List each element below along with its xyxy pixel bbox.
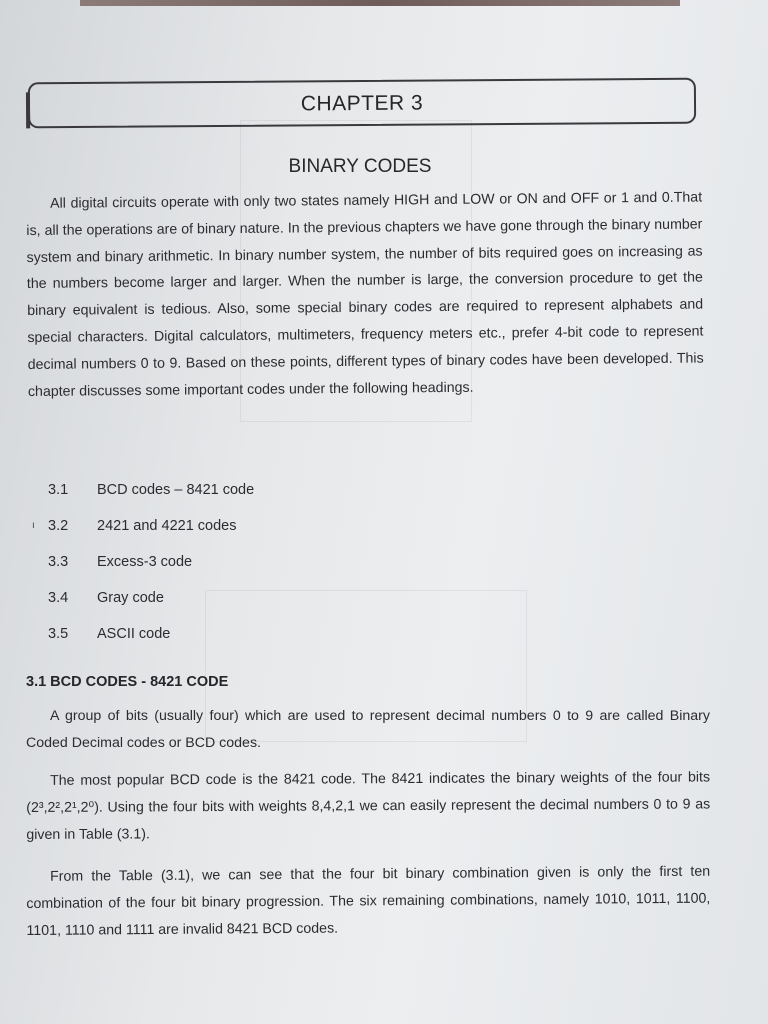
topic-title: 2421 and 4221 codes (97, 518, 237, 534)
topic-title: Gray code (97, 590, 164, 606)
chapter-banner (28, 78, 696, 129)
bcd-definition-text: A group of bits (usually four) which are used to represent decimal numbers 0 to 9 are called Binary Coded Decimal codes or BCD codes. (26, 708, 710, 751)
topic-number: 3.2 (48, 518, 69, 534)
8421-code-paragraph (26, 764, 710, 848)
intro-paragraph (26, 185, 704, 406)
invalid-codes-text: From the Table (3.1), we can see that the four bit binary combination given is only the first ten combination of the four bit binary progression. The six remaining combinations, namely 1010, 1011, 1100, 1101, 1110 and 1111 are invalid 8421 BCD codes. (26, 863, 711, 939)
topic-title: Excess-3 code (97, 554, 193, 570)
topic-number: 3.5 (48, 626, 69, 642)
chapter-heading: BINARY CODES (288, 156, 432, 177)
topic-number: 3.3 (48, 554, 69, 570)
intro-text: All digital circuits operate with only two states namely HIGH and LOW or ON and OFF or 1 and 0.That is, all the operations are of binary nature. In the previous chapters we have gone through the binary number system and binary arithmetic. In binary number system, the number of bits required goes on increasing as the numbers become larger and larger. When the number is large, the conversion procedure to get the binary equivalent is tedious. Also, some special binary codes are required to represent alphabets and special characters. Digital calculators, multimeters, frequency meters etc., prefer 4-bit code to represent decimal numbers 0 to 9. Based on these points, different types of binary codes have been developed. This chapter discusses some important codes under the following headings. (26, 189, 704, 400)
topic-number: 3.1 (48, 482, 69, 498)
topic-number: 3.4 (48, 590, 69, 606)
pencil-mark: ı (32, 520, 35, 531)
8421-code-text: The most popular BCD code is the 8421 code. The 8421 indicates the binary weights of the four bits (2³,2²,2¹,2⁰). Using the four bits with weights 8,4,2,1 we can easily represent the decimal numbers 0 to 9 as given in Table (3.1). (26, 769, 711, 843)
topic-title: ASCII code (97, 626, 171, 642)
invalid-codes-paragraph (26, 859, 711, 945)
chapter-title: CHAPTER 3 (300, 91, 424, 116)
bcd-definition-paragraph (26, 703, 710, 757)
page-top-edge (80, 0, 680, 6)
topic-title: BCD codes – 8421 code (97, 482, 255, 498)
section-heading: 3.1 BCD CODES - 8421 CODE (26, 674, 229, 690)
